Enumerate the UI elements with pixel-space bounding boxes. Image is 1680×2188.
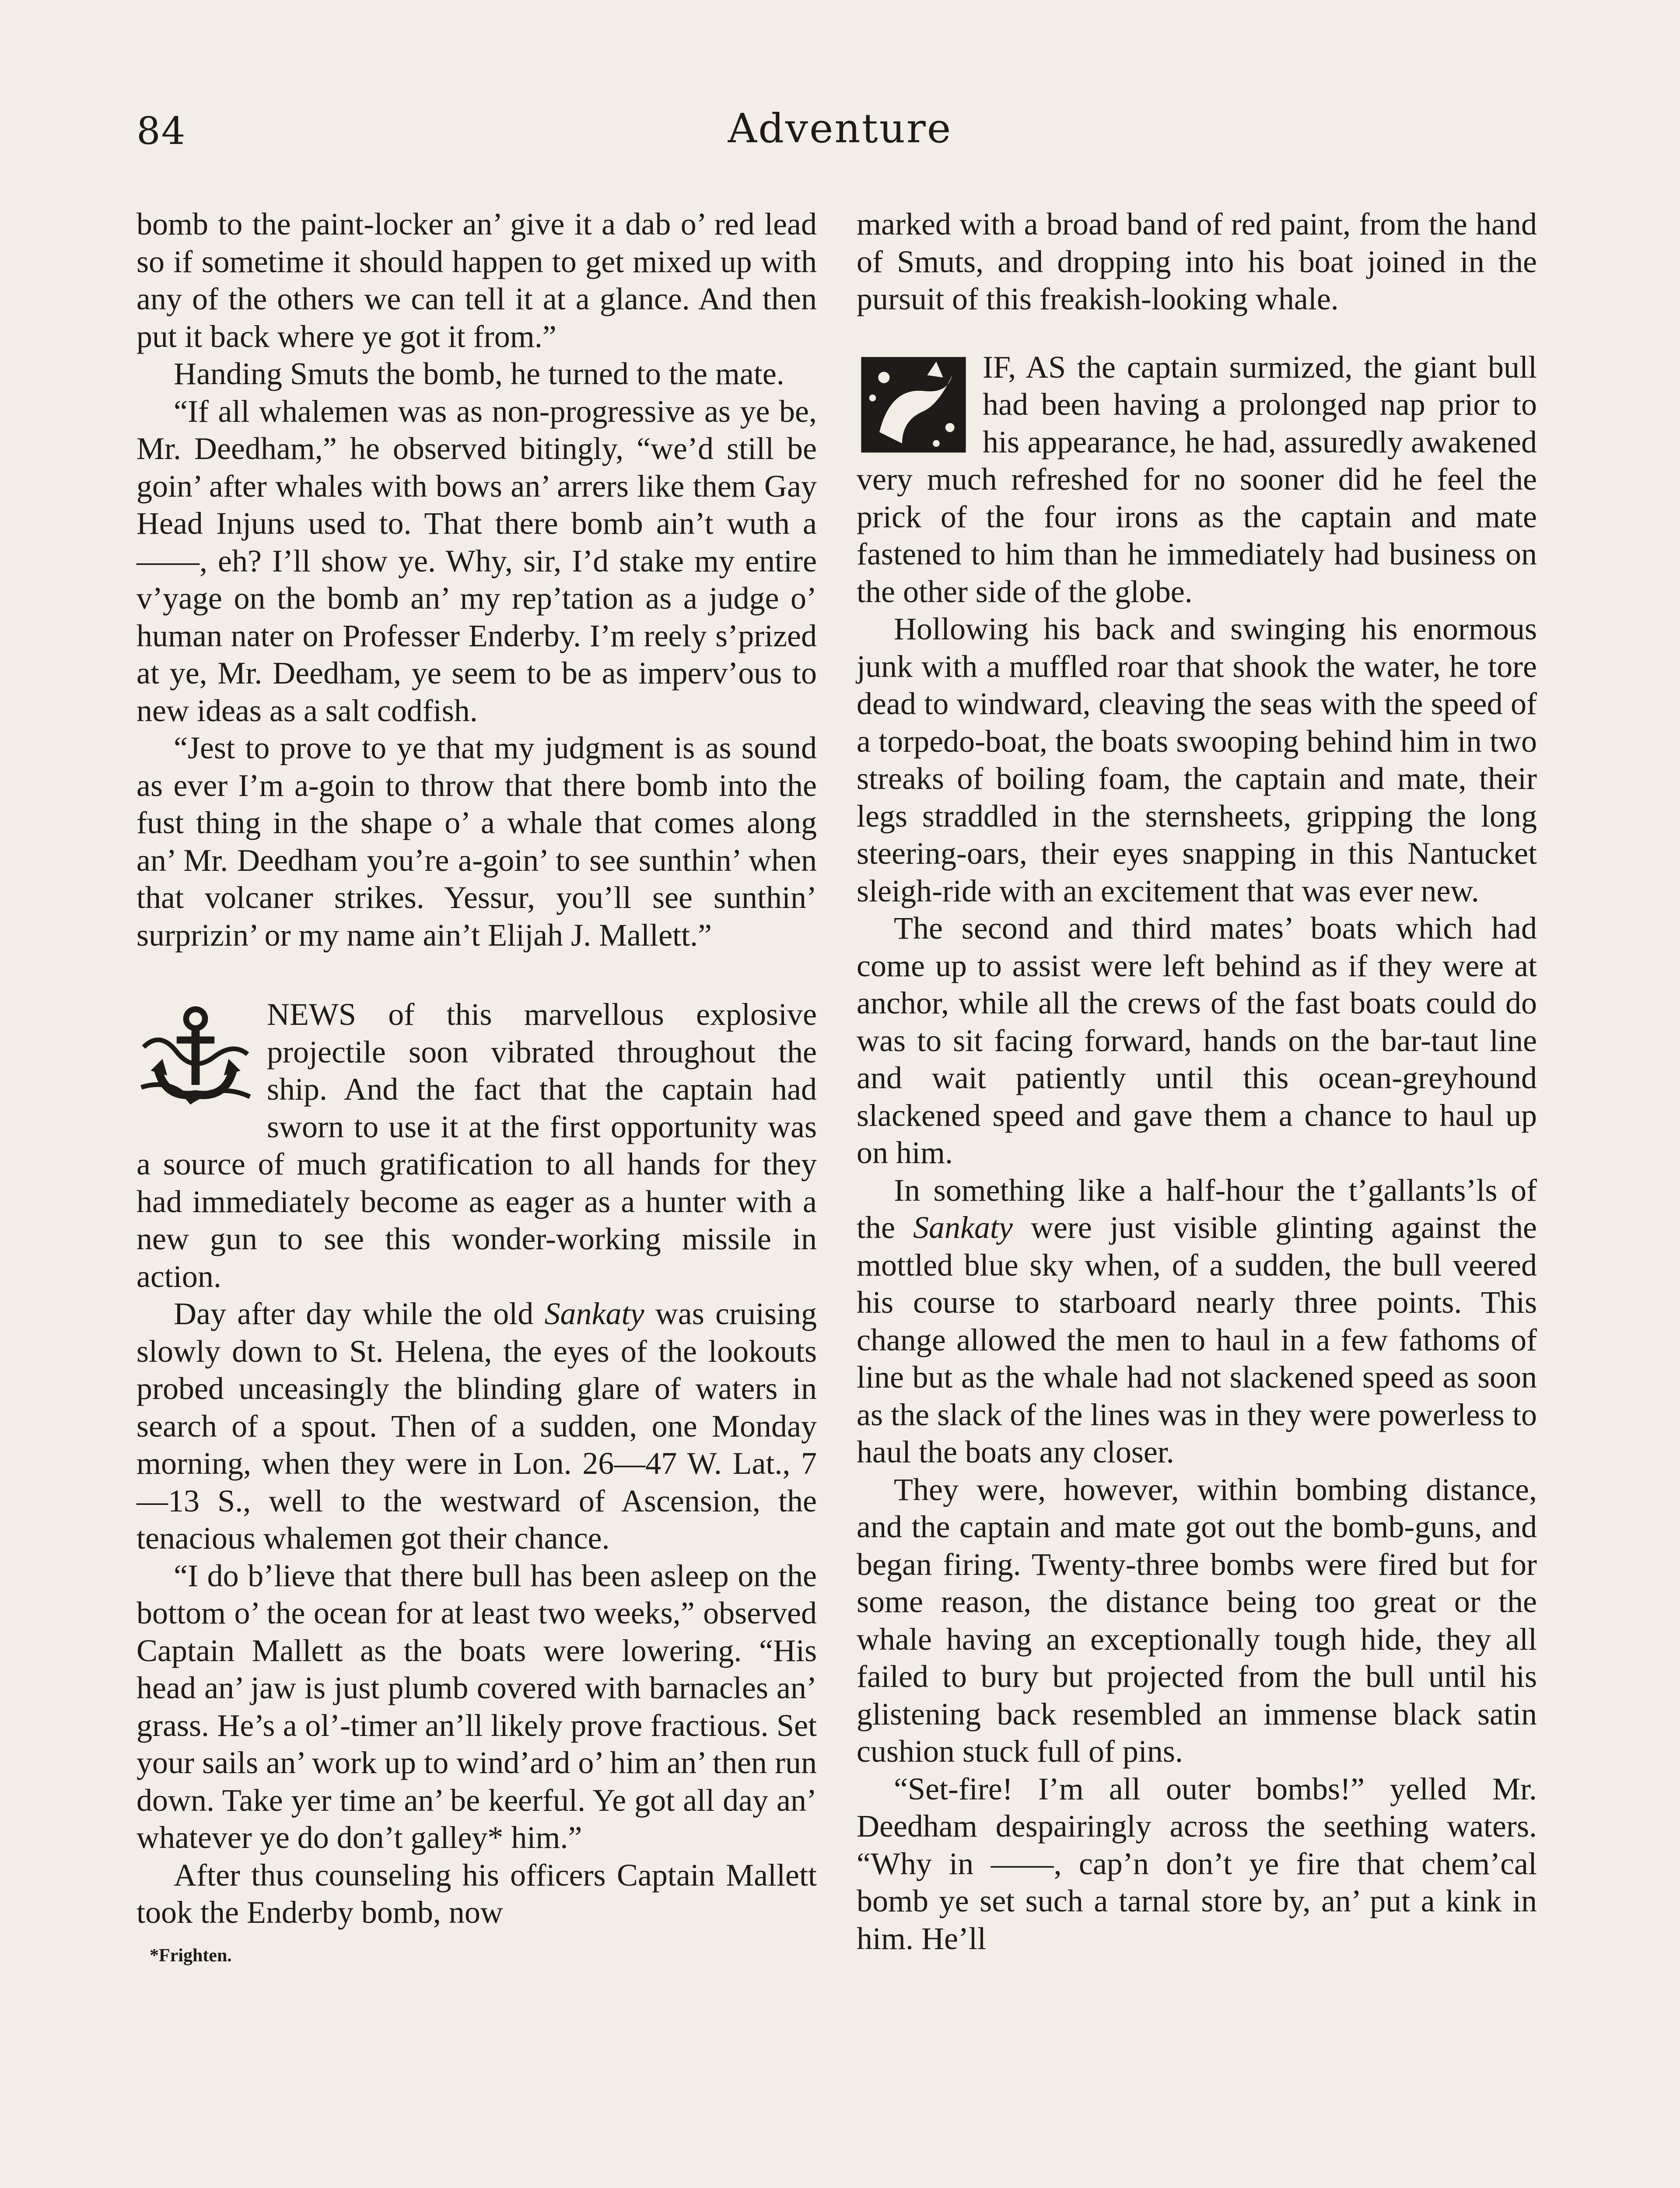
paragraph: Hollowing his back and swinging his enormous junk with a muffled roar that shook the water, he tore dead to windward, cleaving the seas with the speed of a torpedo-boat, the boats swooping behind him in two streaks of boiling foam, the captain and mate, their legs straddled in the sternsheets, gripping the long steering-oars, their eyes snapping in this Nantucket sleigh-ride with an excitement that was ever new. [857,611,1537,908]
page-header [0,105,1680,166]
section-opening-paragraph: NEWS of this marvellous explosive projectile soon vibrated throughout the ship. And the fact that the captain had sworn to use it at the first opportunity was a source of much gratification to all hands for they had immediately become as eager as a hunter with a new gun to see this wonder-working missile in action. [136,997,817,1294]
paragraph: They were, however, within bombing distance, and the captain and mate got out the bomb-guns, and began firing. Twenty-three bombs were fired but for some reason, the distance being too great or the whale having an exceptionally tough hide, they all failed to bury but projected from the bull until his glistening back resembled an immense black satin cushion stuck full of pins. [857,1472,1537,1769]
running-head: Adventure [728,105,952,152]
anchor-ornament-icon [136,999,255,1109]
paragraph [857,1172,1537,1471]
page-number: 84 [136,109,186,153]
paragraph-text: was cruising slowly down to St. Helena, the eyes of the lookouts probed unceasingly the blinding glare of waters in search of a spout. Then of a sudden, one Monday morning, when they were in Lon. 26—47 W. Lat., 7—13 S., well to the westward of Ascension, the tenacious whalemen got their chance. [136,1296,817,1556]
whale-ornament-icon [857,352,970,457]
left-column [136,206,817,1967]
paragraph: bomb to the paint-locker an’ give it a dab o’ red lead so if sometime it should happen to get mixed up with any of the others we can tell it at a glance. And then put it back where ye got it from.” [136,207,817,354]
right-column [857,206,1537,1957]
paragraph-text: In something like a half-hour the t’gallants’ls of the [857,1172,1537,1245]
paragraph: “I do b’lieve that there bull has been asleep on the bottom o’ the ocean for at least two weeks,” observed Captain Mallett as the boats were lowering. “His head an’ jaw is just plumb covered with barnacles an’ grass. He’s a ol’-timer an’ll likely prove fractious. Set your sails an’ work up to wind’ard o’ him an’ then run down. Take yer time an’ be keerful. Ye got all day an’ whatever ye do don’t galley* him.” [136,1558,817,1855]
paragraph: “Set-fire! I’m all outer bombs!” yelled Mr. Deedham despairingly across the seething waters. “Why in ——, cap’n don’t ye fire that chem’cal bomb ye set such a tarnal store by, an’ put a kink in him. He’ll [857,1771,1537,1956]
paragraph: “If all whalemen was as non-progressive as ye be, Mr. Deedham,” he observed bitingly, “we’d still be goin’ after whales with bows an’ arrers like them Gay Head Injuns used to. That there bomb ain’t wuth a ——, eh? I’ll show ye. Why, sir, I’d stake my entire v’yage on the bomb an’ my rep’tation as a judge o’ human nater on Professer Enderby. I’m reely s’prized at ye, Mr. Deedham, ye seem to be as imperv’ous to new ideas as a salt codfish. [136,393,817,728]
ship-name: Sankaty [544,1296,644,1331]
section-opening-paragraph: IF, AS the captain surmized, the giant bull had been having a prolonged nap prior to his appearance, he had, assuredly awakened very much refreshed for no sooner did he feel the prick of the four irons as the captain and mate fastened to him than he immediately had business on the other side of the globe. [857,349,1537,609]
ship-name: Sankaty [913,1210,1013,1245]
paragraph: After thus counseling his officers Captain Mallett took the Enderby bomb, now [136,1857,817,1930]
paragraph-text: Day after day while the old [174,1296,545,1331]
paragraph [136,1295,817,1557]
paragraph-text: were just visible glinting against the mottled blue sky when, of a sudden, the bull veered his course to starboard nearly three points. This change allowed the men to haul in a few fathoms of line but as the whale had not slackened speed as soon as the slack of the lines was in they were powerless to haul the boats any closer. [857,1210,1537,1469]
section-break [857,318,1537,349]
paragraph: “Jest to prove to ye that my judgment is as sound as ever I’m a-goin to throw that there bomb into the fust thing in the shape o’ a whale that comes along an’ Mr. Deedham you’re a-goin’ to see sunthin’ when that volcaner strikes. Yessur, you’ll see sunthin’ surprizin’ or my name ain’t Elijah J. Mallett.” [136,730,817,953]
paragraph: marked with a broad band of red paint, from the hand of Smuts, and dropping into his boat joined in the pursuit of this freakish-looking whale. [857,207,1537,316]
section-break [136,954,817,996]
footnote: *Frighten. [150,1945,232,1966]
paragraph: Handing Smuts the bomb, he turned to the mate. [174,356,784,391]
paragraph: The second and third mates’ boats which had come up to assist were left behind as if they were at anchor, while all the crews of the fast boats could do was to sit facing forward, hands on the bar-taut line and wait patiently until this ocean-greyhound slackened speed and gave them a chance to haul up on him. [857,911,1537,1170]
